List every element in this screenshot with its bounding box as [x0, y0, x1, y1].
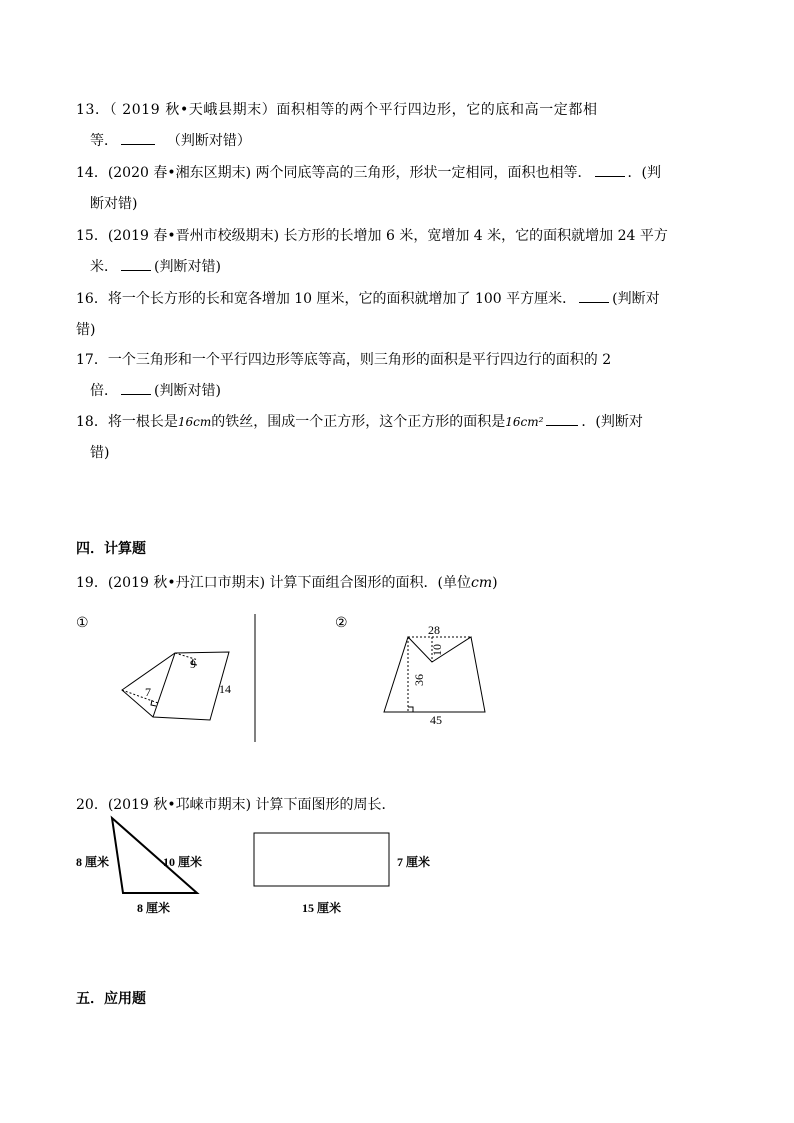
figure-1-outline — [122, 652, 229, 720]
question-14-line1-pre: 14．(2020 春•湘东区期末) 两个同底等高的三角形，形状一定相同，面积也相等． — [76, 165, 592, 181]
question-18-line1-post: ．(判断对 — [581, 414, 643, 430]
question-14-line1-post: ．(判 — [627, 165, 661, 181]
unit-length: 16cm — [177, 415, 212, 429]
figure-1-label-7: 7 — [145, 685, 151, 699]
figure-1-diagonal — [153, 653, 175, 717]
question-15-line2-pre: 米． — [90, 259, 118, 275]
unit-area: 16cm² — [505, 415, 544, 429]
figure-1-height-7 — [122, 690, 158, 703]
figure-1-composite-shape — [122, 652, 229, 720]
figure-2-label: ② — [335, 616, 348, 631]
section-heading-calculation: 四．计算题 — [76, 541, 146, 557]
figure-2-label-10: 10 — [430, 644, 444, 656]
question-20: 20．(2019 秋•邛崃市期末) 计算下面图形的周长． — [76, 797, 396, 813]
question-17-line1: 17．一个三角形和一个平行四边形等底等高，则三角形的面积是平行四边行的面积的 2 — [76, 352, 612, 368]
triangle-bottom-label: 8 厘米 — [137, 901, 171, 915]
question-15-line1: 15．(2019 春•晋州市校级期末) 长方形的长增加 6 米，宽增加 4 米，它的面积就增加 24 平方 — [76, 228, 668, 244]
question-17-line2-post: (判断对错) — [154, 383, 221, 399]
figure-1-label-14: 14 — [219, 682, 231, 696]
question-16-line2: 错) — [76, 322, 96, 338]
question-18-line1-pre: 18．将一根长是 — [76, 414, 178, 430]
figure-1-label: ① — [76, 616, 89, 631]
question-13-line1: 13．（ 2019 秋•天峨县期末）面积相等的两个平行四边形，它的底和高一定都相 — [76, 102, 598, 118]
question-14-line2: 断对错) — [90, 196, 138, 212]
figure-2-right-angle — [408, 707, 413, 712]
figure-2-label-36: 36 — [412, 674, 426, 686]
rectangle-bottom-label: 15 厘米 — [302, 901, 342, 915]
question-18-line2: 错) — [90, 445, 110, 461]
rectangle-right-label: 7 厘米 — [397, 855, 431, 869]
section-heading-application: 五．应用题 — [76, 991, 146, 1007]
triangle-right-label: 10 厘米 — [163, 855, 203, 869]
question-19-unit: cm — [471, 575, 493, 591]
question-16-line1-post: (判断对 — [612, 291, 660, 307]
figure-2-label-45: 45 — [430, 713, 442, 727]
figure-2-label-28: 28 — [428, 623, 440, 637]
question-13-line2-post: （判断对错） — [166, 133, 251, 149]
rectangle-shape — [254, 833, 389, 886]
figure-1-label-9: 9 — [190, 657, 196, 671]
question-17-line2-pre: 倍． — [90, 383, 118, 399]
question-19-text: 19．(2019 秋•丹江口市期末) 计算下面组合图形的面积．(单位 — [76, 575, 471, 591]
question-16-line1-pre: 16．将一个长方形的长和宽各增加 10 厘米，它的面积就增加了 100 平方厘米． — [76, 291, 577, 307]
question-18-line1-mid: 的铁丝，围成一个正方形，这个正方形的面积是 — [211, 414, 506, 430]
question-13-line2-pre: 等． — [90, 133, 118, 149]
triangle-left-label: 8 厘米 — [76, 855, 110, 869]
question-19-close: ) — [492, 575, 498, 591]
question-15-line2-post: (判断对错) — [154, 259, 221, 275]
